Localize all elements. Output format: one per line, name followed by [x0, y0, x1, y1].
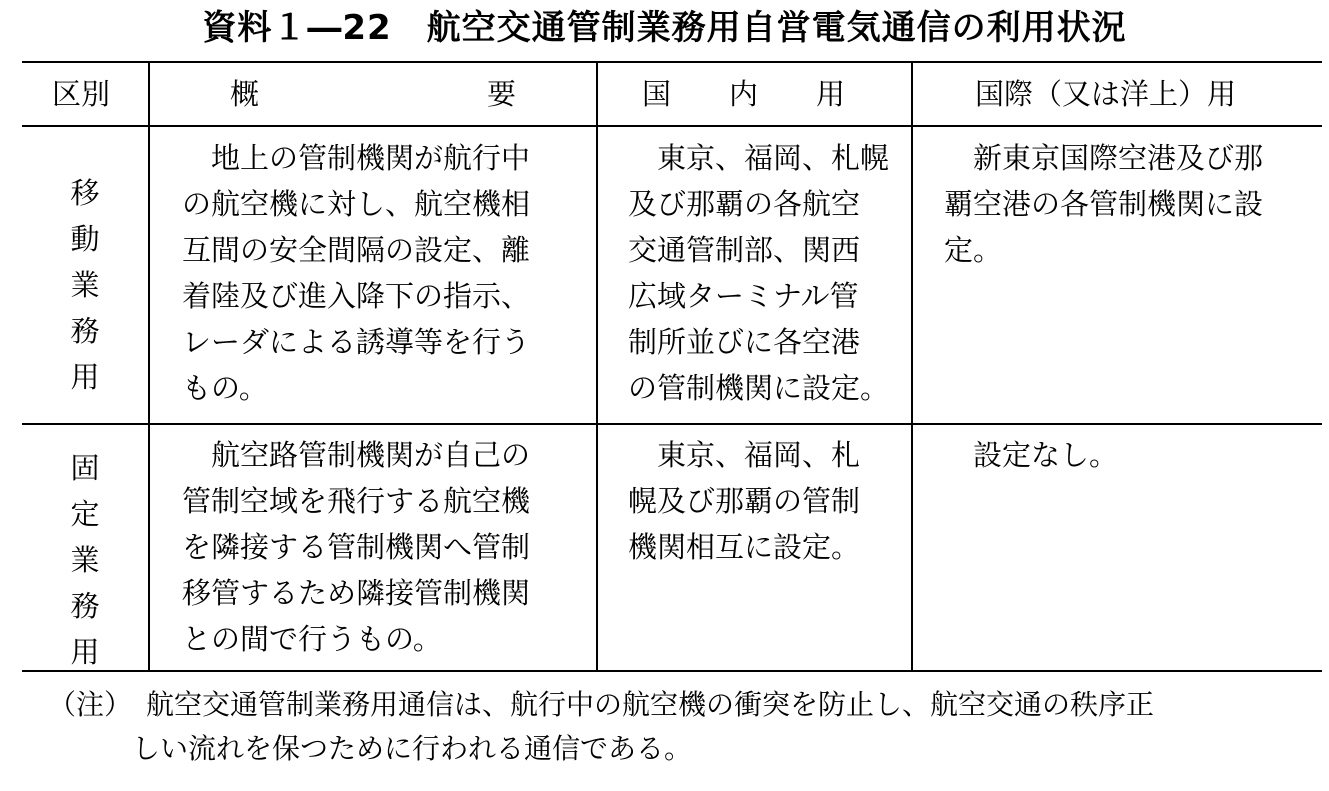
column-divider — [911, 63, 913, 670]
row-domestic: 東京、福岡、札幌 及び那覇の各航空 交通管制部、関西 広域ターミナル管 制所並びに各空港 の管制機関に設定。 — [628, 141, 890, 405]
row-divider — [22, 125, 1322, 127]
header-domestic: 国 内 用 — [642, 77, 846, 111]
header-summary-a: 概 — [230, 77, 260, 111]
header-international: 国際（又は洋上）用 — [975, 77, 1237, 111]
row-international: 新東京国際空港及び那 覇空港の各管制機関に設 定。 — [944, 141, 1264, 267]
row-domestic: 東京、福岡、札 幌及び那覇の管制 機関相互に設定。 — [628, 438, 861, 564]
footnote: （注） 航空交通管制業務用通信は、航行中の航空機の衝突を防止し、航空交通の秩序正 しい流れを保つために行われる通信である。 — [48, 688, 1155, 765]
row-summary: 航空路管制機関が自己の 管制空域を飛行する航空機 を隣接する管制機関へ管制 移管するため隣接管制機関 との間で行うもの。 — [182, 438, 531, 656]
row-international: 設定なし。 — [944, 438, 1119, 472]
row-divider — [22, 423, 1322, 425]
page-title: 資料１―22 航空交通管制業務用自営電気通信の利用状況 — [202, 8, 1127, 48]
row-category: 固 定 業 務 用 — [70, 451, 100, 669]
column-divider — [148, 63, 150, 670]
usage-table — [22, 61, 1322, 672]
row-category: 移 動 業 務 用 — [70, 176, 100, 394]
header-category: 区別 — [52, 77, 111, 111]
row-summary: 地上の管制機関が航行中 の航空機に対し、航空機相 互間の安全間隔の設定、離 着陸及び進入降下の指示、 レーダによる誘導等を行う もの。 — [182, 141, 531, 405]
header-summary-b: 要 — [487, 77, 517, 111]
column-divider — [596, 63, 598, 670]
